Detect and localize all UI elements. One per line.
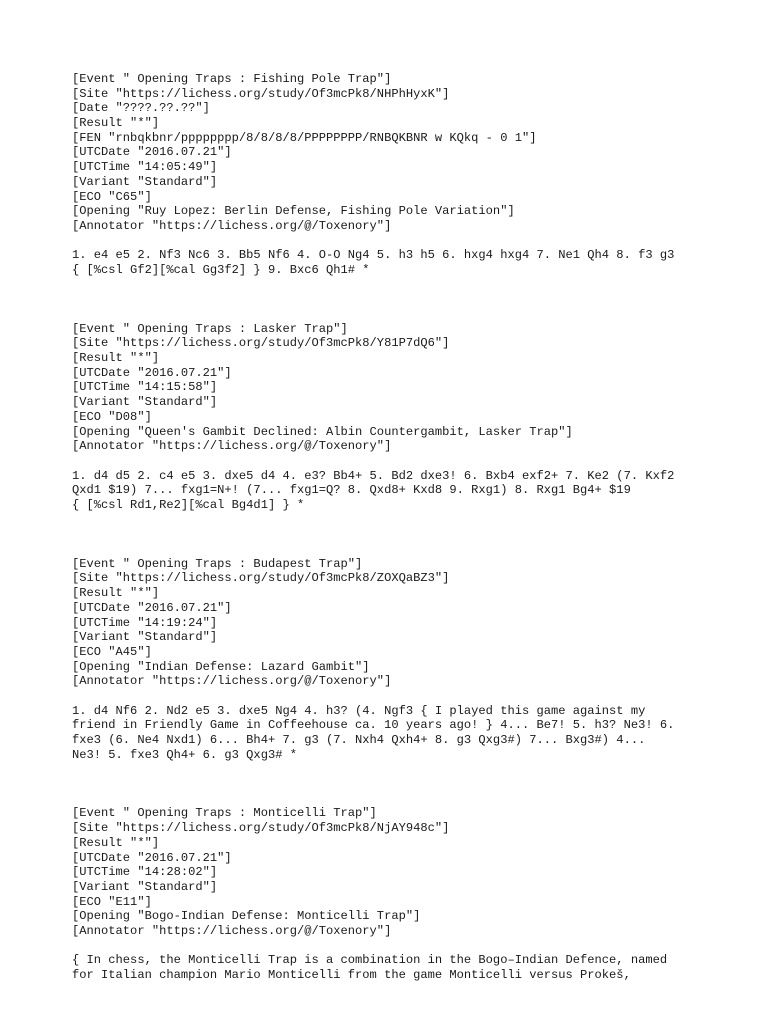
header-opening: [Opening "Indian Defense: Lazard Gambit"] (72, 659, 370, 674)
header-event: [Event " Opening Traps : Budapest Trap"] (72, 556, 363, 571)
pgn-document (72, 72, 732, 983)
header-event: [Event " Opening Traps : Fishing Pole Trap"] (72, 72, 392, 86)
header-utc-date: [UTCDate "2016.07.21"] (72, 365, 232, 380)
header-variant: [Variant "Standard"] (72, 879, 218, 894)
header-date: [Date "????.??.??"] (72, 101, 210, 116)
pgn-headers (72, 322, 732, 454)
pgn-headers (72, 72, 732, 234)
header-site: [Site "https://lichess.org/study/Of3mcPk8/NHPhHyxK"] (72, 86, 450, 101)
move-line: { In chess, the Monticelli Trap is a combination in the Bogo–Indian Defence, named (72, 953, 668, 968)
header-event: [Event " Opening Traps : Lasker Trap"] (72, 321, 348, 336)
move-line: { [%csl Gf2][%cal Gg3f2] } 9. Bxc6 Qh1# * (72, 262, 370, 277)
header-utc-date: [UTCDate "2016.07.21"] (72, 600, 232, 615)
move-line: 1. d4 Nf6 2. Nd2 e5 3. dxe5 Ng4 4. h3? (4. Ngf3 { I played this game against my (72, 703, 646, 718)
header-utc-time: [UTCTime "14:15:58"] (72, 380, 218, 395)
header-site: [Site "https://lichess.org/study/Of3mcPk8/Y81P7dQ6"] (72, 336, 450, 351)
move-line: friend in Friendly Game in Coffeehouse ca. 10 years ago! } 4... Be7! 5. h3? Ne3! 6. (72, 718, 675, 733)
move-line: { [%csl Rd1,Re2][%cal Bg4d1] } * (72, 497, 305, 512)
header-site: [Site "https://lichess.org/study/Of3mcPk8/ZOXQaBZ3"] (72, 571, 450, 586)
header-opening: [Opening "Queen's Gambit Declined: Albin Countergambit, Lasker Trap"] (72, 424, 573, 439)
header-utc-time: [UTCTime "14:05:49"] (72, 160, 218, 175)
header-fen: [FEN "rnbqkbnr/pppppppp/8/8/8/8/PPPPPPPP/RNBQKBNR w KQkq - 0 1"] (72, 130, 537, 145)
game-budapest-trap (72, 557, 732, 763)
header-eco: [ECO "C65"] (72, 189, 152, 204)
game-monticelli-trap (72, 806, 732, 982)
header-utc-time: [UTCTime "14:28:02"] (72, 865, 218, 880)
header-variant: [Variant "Standard"] (72, 630, 218, 645)
header-annotator: [Annotator "https://lichess.org/@/Toxenory"] (72, 674, 392, 689)
header-utc-date: [UTCDate "2016.07.21"] (72, 850, 232, 865)
header-result: [Result "*"] (72, 835, 160, 850)
header-utc-time: [UTCTime "14:19:24"] (72, 615, 218, 630)
move-line: for Italian champion Mario Monticelli from the game Monticelli versus Prokeš, (72, 968, 631, 983)
header-annotator: [Annotator "https://lichess.org/@/Toxenory"] (72, 923, 392, 938)
pgn-moves (72, 704, 732, 763)
header-result: [Result "*"] (72, 586, 160, 601)
move-line: fxe3 (6. Ne4 Nxd1) 6... Bh4+ 7. g3 (7. Nxh4 Qxh4+ 8. g3 Qxg3#) 7... Bxg3#) 4... (72, 733, 646, 747)
header-annotator: [Annotator "https://lichess.org/@/Toxenory"] (72, 439, 392, 454)
move-line: 1. e4 e5 2. Nf3 Nc6 3. Bb5 Nf6 4. O-O Ng4 5. h3 h5 6. hxg4 hxg4 7. Ne1 Qh4 8. f3 g3 (72, 248, 675, 263)
pgn-headers (72, 557, 732, 689)
pgn-moves (72, 469, 732, 513)
header-opening: [Opening "Bogo-Indian Defense: Monticelli Trap"] (72, 909, 421, 924)
header-eco: [ECO "D08"] (72, 409, 152, 424)
move-line: 1. d4 d5 2. c4 e5 3. dxe5 d4 4. e3? Bb4+ 5. Bd2 dxe3! 6. Bxb4 exf2+ 7. Ke2 (7. Kxf2 (72, 468, 675, 483)
header-variant: [Variant "Standard"] (72, 174, 218, 189)
game-lasker-trap (72, 322, 732, 513)
header-opening: [Opening "Ruy Lopez: Berlin Defense, Fishing Pole Variation"] (72, 204, 515, 219)
header-eco: [ECO "E11"] (72, 894, 152, 909)
pgn-headers (72, 806, 732, 938)
header-eco: [ECO "A45"] (72, 644, 152, 659)
game-fishing-pole-trap (72, 72, 732, 278)
header-result: [Result "*"] (72, 351, 160, 366)
move-line: Ne3! 5. fxe3 Qh4+ 6. g3 Qxg3# * (72, 747, 297, 762)
pgn-moves (72, 953, 732, 982)
header-utc-date: [UTCDate "2016.07.21"] (72, 145, 232, 160)
header-annotator: [Annotator "https://lichess.org/@/Toxenory"] (72, 218, 392, 233)
header-event: [Event " Opening Traps : Monticelli Trap"] (72, 806, 377, 821)
header-result: [Result "*"] (72, 116, 160, 131)
move-line: Qxd1 $19) 7... fxg1=N+! (7... fxg1=Q? 8. Qxd8+ Kxd8 9. Rxg1) 8. Rxg1 Bg4+ $19 (72, 483, 631, 498)
pgn-moves (72, 248, 732, 277)
header-site: [Site "https://lichess.org/study/Of3mcPk8/NjAY948c"] (72, 821, 450, 836)
header-variant: [Variant "Standard"] (72, 395, 218, 410)
